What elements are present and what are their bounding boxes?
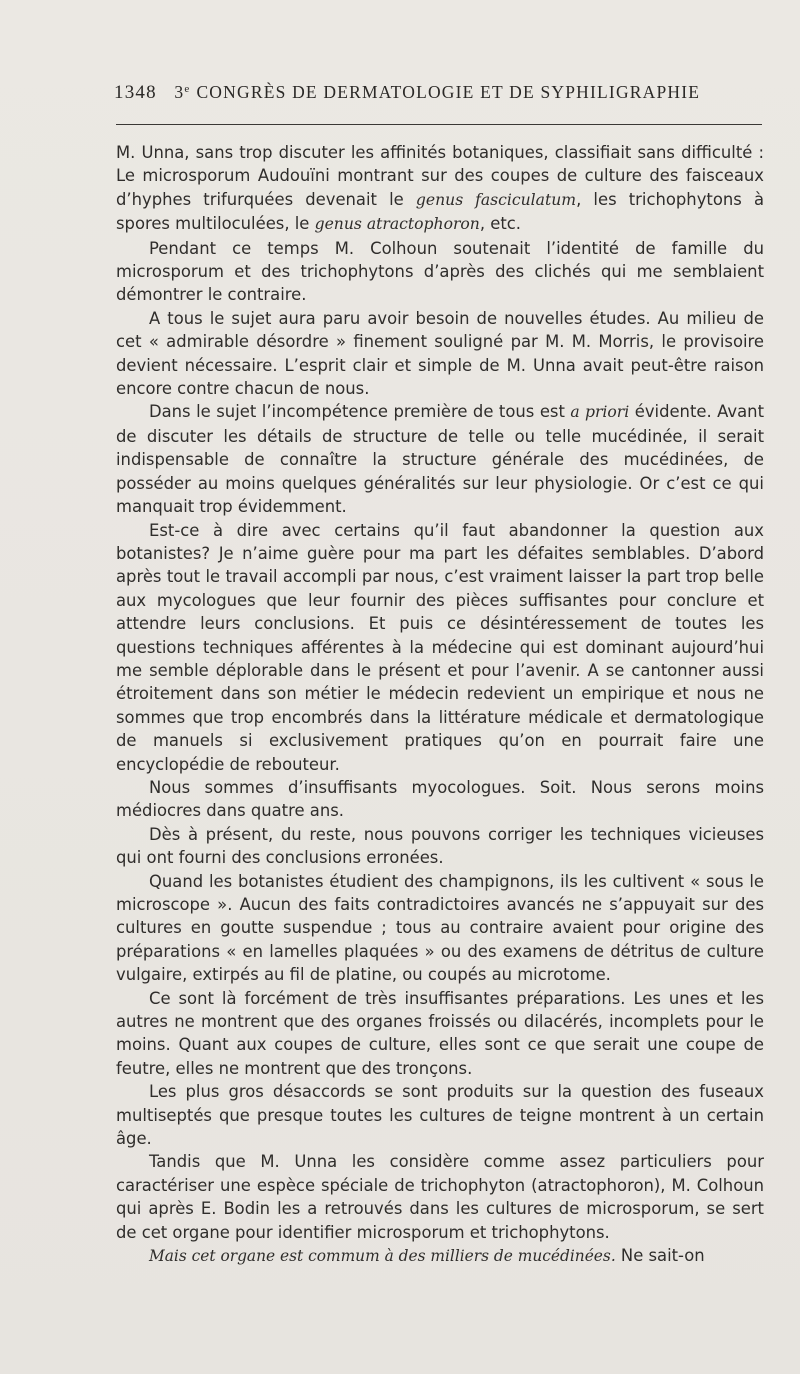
italic-sentence: Mais cet organe est commum à des milliers de mucédinées.	[149, 1247, 616, 1266]
paragraph-text: évidente. Avant de discuter les détails de structure de telle ou telle mucédinée, il serait indispensable de connaître la structure générale des mucédinées, de posséder au moins quelques généralités sur leur physiologie. Or c’est ce qui manquait trop évidemment.	[116, 402, 764, 517]
paragraph-text: Ne sait-on	[615, 1246, 705, 1266]
paragraph: Tandis que M. Unna les considère comme assez particuliers pour caractériser une espèce spéciale de trichophyton (atractophoron), M. Colhoun qui après E. Bodin les a retrouvés dans les cultures de microsporum, se sert de cet organe pour identifier microsporum et trichophytons.	[116, 1152, 764, 1242]
paragraph: A tous le sujet aura paru avoir besoin de nouvelles études. Au milieu de cet « admirable désordre » finement souligné par M. M. Morris, le provisoire devient nécessaire. L’esprit clair et simple de M. Unna avait peut-être raison encore contre chacun de nous.	[116, 308, 764, 399]
paragraph: Est-ce à dire avec certains qu’il faut abandonner la question aux botanistes? Je n’aime guère pour ma part les défaites semblables. D’abord après tout le travail accompli par nous, c’est vraiment laisser la part trop belle aux mycologues que leur fournir des pièces suffisantes pour conclure et attendre leurs conclusions. Et puis ce désintéressement de toutes les questions techniques afférentes à la médecine qui est dominant aujourd’hui me semble déplorable dans le présent et pour l’avenir. A se cantonner aussi étroitement dans son métier le médecin redevient un empirique et nous ne sommes que trop encombrés dans la littérature médicale et dermatologique de manuels si exclusivement pratiques qu’on en pourrait faire une encyclopédie de rebouteur.	[116, 520, 764, 774]
title-ordinal-suffix: e	[184, 83, 191, 95]
paragraph: Quand les botanistes étudient des champignons, ils les cultivent « sous le microscope ». Aucun des faits contradictoires avancés ne s’appuyait sur des cultures en goutte suspendue ; tous au contraire avaient pour origine des préparations « en lamelles plaquées » ou des examens de détritus de culture vulgaire, extirpés au fil de platine, ou coupés au microtome.	[116, 871, 764, 985]
paragraph-text: M. Unna, sans trop discuter les affinités botaniques, classifiait sans difficulté : Le microsporum Audouïni montrant sur des coupes de culture des faisceaux d’hyphes trifurquées devenait le	[116, 143, 764, 209]
title-ordinal: 3	[174, 82, 185, 102]
paragraph	[116, 1244, 764, 1268]
body-text	[116, 141, 764, 1269]
paragraph-text: , les trichophytons à spores multiloculées, le	[116, 189, 764, 234]
paragraph	[116, 400, 764, 518]
header-rule	[116, 124, 762, 125]
page-number: 1348	[114, 82, 157, 103]
paragraph: Dès à présent, du reste, nous pouvons corriger les techniques vicieuses qui ont fourni des conclusions erronées.	[116, 824, 764, 868]
italic-term: a priori	[570, 403, 630, 422]
paragraph: Les plus gros désaccords se sont produits sur la question des fuseaux multiseptés que presque toutes les cultures de teigne montrent à un certain âge.	[116, 1082, 764, 1149]
paragraph: Nous sommes d’insuffisants myocologues. Soit. Nous serons moins médiocres dans quatre ans.	[116, 777, 764, 821]
paragraph: Ce sont là forcément de très insuffisantes préparations. Les unes et les autres ne montrent que des organes froissés ou dilacérés, incomplets pour le moins. Quant aux coupes de culture, elles sont ce que serait une coupe de feutre, elles ne montrent que des tronçons.	[116, 988, 764, 1078]
italic-term: genus atractophoron	[314, 215, 480, 234]
paragraph	[116, 141, 764, 237]
italic-term: genus fasciculatum	[415, 190, 577, 209]
paragraph-text: Dans le sujet l’incompétence première de tous est	[149, 402, 571, 422]
paragraph: Pendant ce temps M. Colhoun soutenait l’identité de famille du microsporum et des trichophytons d’après des clichés qui me semblaient démontrer le contraire.	[116, 238, 764, 305]
paragraph-text: , etc.	[479, 214, 522, 234]
title-text: CONGRÈS DE DERMATOLOGIE ET DE SYPHILIGRAPHIE	[196, 82, 701, 102]
running-title	[174, 82, 700, 102]
running-header	[114, 82, 762, 112]
